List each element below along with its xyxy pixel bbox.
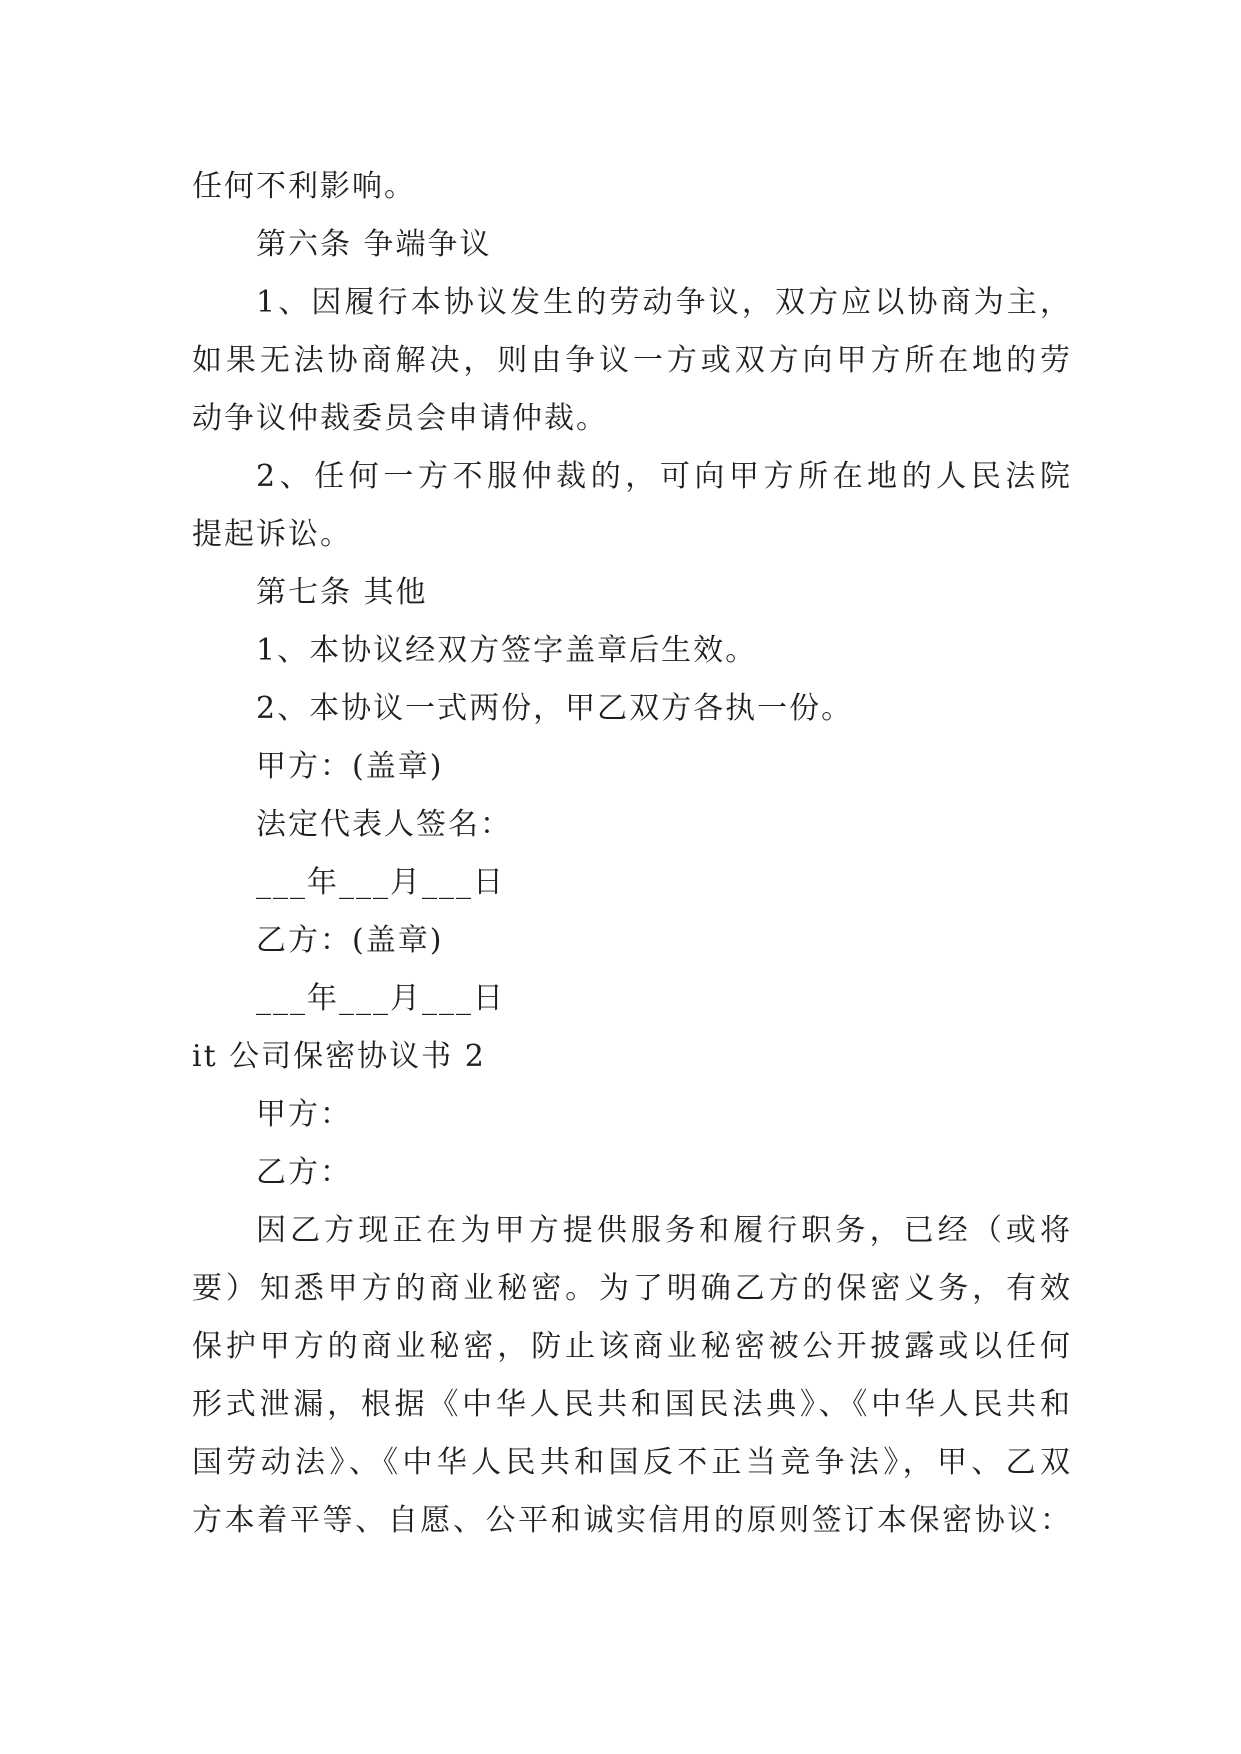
article-heading: 第七条 其他 <box>256 575 428 610</box>
text-line: 2、本协议一式两份，甲乙双方各执一份。 <box>256 691 854 726</box>
text-line: 2、任何一方不服仲裁的，可向甲方所在地的人民法院 <box>256 459 1072 494</box>
article-heading: 第六条 争端争议 <box>256 227 492 262</box>
document-body <box>192 158 1072 1550</box>
party-a-label: 甲方： <box>256 1097 352 1132</box>
text-line: 动争议仲裁委员会申请仲裁。 <box>192 401 608 436</box>
date-line: ___年___月___日 <box>256 865 505 900</box>
text-line: 1、因履行本协议发生的劳动争议，双方应以协商为主， <box>256 285 1072 320</box>
text-line: 提起诉讼。 <box>192 517 352 552</box>
text-line: 如果无法协商解决，则由争议一方或双方向甲方所在地的劳 <box>192 343 1072 378</box>
text-line: 任何不利影响。 <box>192 169 416 204</box>
text-line: 形式泄漏，根据《中华人民共和国民法典》、《中华人民共和 <box>192 1387 1072 1422</box>
legal-representative-signature: 法定代表人签名： <box>256 807 512 842</box>
date-line: ___年___月___日 <box>256 981 505 1016</box>
signature-party-a: 甲方：(盖章) <box>256 749 444 784</box>
party-b-label: 乙方： <box>256 1155 352 1190</box>
text-line: 1、本协议经双方签字盖章后生效。 <box>256 633 758 668</box>
text-line: 因乙方现正在为甲方提供服务和履行职务，已经（或将 <box>256 1213 1072 1248</box>
text-line: 国劳动法》、《中华人民共和国反不正当竞争法》，甲、乙双 <box>192 1445 1072 1480</box>
signature-party-b: 乙方：(盖章) <box>256 923 444 958</box>
text-line: 要）知悉甲方的商业秘密。为了明确乙方的保密义务，有效 <box>192 1271 1072 1306</box>
text-line: 方本着平等、自愿、公平和诚实信用的原则签订本保密协议： <box>192 1503 1072 1538</box>
text-line: 保护甲方的商业秘密，防止该商业秘密被公开披露或以任何 <box>192 1329 1072 1364</box>
document-title: it 公司保密协议书 2 <box>192 1039 486 1074</box>
